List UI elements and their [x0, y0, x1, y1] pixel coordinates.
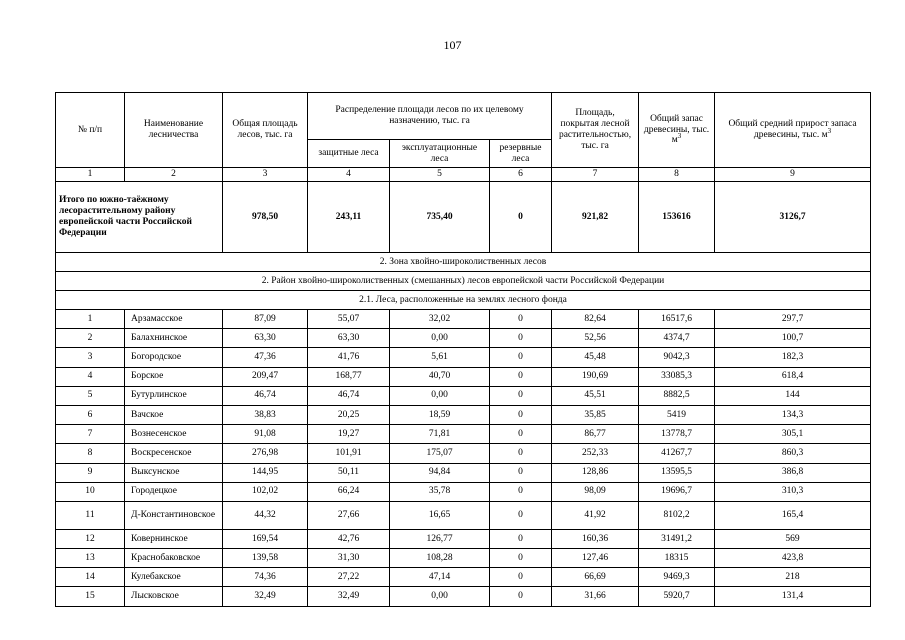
- row-value: 144: [715, 386, 871, 405]
- section-zone: 2. Зона хвойно-широколиственных лесов: [56, 253, 871, 272]
- forestry-name: Лысковское: [125, 587, 223, 606]
- header-reserve: резервные леса: [490, 140, 552, 168]
- row-value: 139,58: [223, 549, 308, 568]
- header-covered-area: Площадь, покрытая лесной растительностью, тыс. га: [552, 93, 639, 168]
- row-value: 32,49: [308, 587, 390, 606]
- row-value: 8882,5: [639, 386, 715, 405]
- row-value: 13595,5: [639, 463, 715, 482]
- row-value: 131,4: [715, 587, 871, 606]
- forestry-name: Воскресенское: [125, 444, 223, 463]
- row-value: 82,64: [552, 310, 639, 329]
- header-forestry-name: Наименование лесничества: [125, 93, 223, 168]
- page-number: 107: [443, 38, 462, 52]
- row-value: 218: [715, 568, 871, 587]
- row-value: 160,36: [552, 529, 639, 548]
- row-number: 7: [56, 425, 125, 444]
- row-value: 0: [490, 587, 552, 606]
- row-value: 4374,7: [639, 329, 715, 348]
- row-value: 91,08: [223, 425, 308, 444]
- row-value: 87,09: [223, 310, 308, 329]
- row-value: 0: [490, 367, 552, 386]
- row-value: 5419: [639, 405, 715, 424]
- section-row: [56, 272, 871, 291]
- row-value: 35,85: [552, 405, 639, 424]
- table-row: [56, 329, 871, 348]
- table-row: [56, 568, 871, 587]
- row-value: 423,8: [715, 549, 871, 568]
- row-value: 46,74: [308, 386, 390, 405]
- row-value: 18,59: [390, 405, 490, 424]
- total-value: 0: [490, 182, 552, 253]
- row-value: 40,70: [390, 367, 490, 386]
- forestry-name: Борское: [125, 367, 223, 386]
- row-value: 38,83: [223, 405, 308, 424]
- row-value: 55,07: [308, 310, 390, 329]
- row-number: 5: [56, 386, 125, 405]
- row-value: 0: [490, 501, 552, 529]
- row-value: 9042,3: [639, 348, 715, 367]
- total-value: 921,82: [552, 182, 639, 253]
- row-number: 3: [56, 348, 125, 367]
- row-value: 0: [490, 386, 552, 405]
- forestry-name: Краснобаковское: [125, 549, 223, 568]
- forestry-name: Вачское: [125, 405, 223, 424]
- row-value: 0: [490, 568, 552, 587]
- row-value: 297,7: [715, 310, 871, 329]
- row-value: 0,00: [390, 329, 490, 348]
- row-number: 11: [56, 501, 125, 529]
- header-average-growth: Общий средний прирост запаса древесины, тыс. $м^3$: [715, 93, 871, 168]
- row-value: 569: [715, 529, 871, 548]
- row-value: 0: [490, 348, 552, 367]
- row-value: 0: [490, 529, 552, 548]
- row-value: 45,48: [552, 348, 639, 367]
- row-value: 19696,7: [639, 482, 715, 501]
- total-value: 243,11: [308, 182, 390, 253]
- row-value: 126,77: [390, 529, 490, 548]
- row-value: 86,77: [552, 425, 639, 444]
- header-number: № п/п: [56, 93, 125, 168]
- row-value: 0: [490, 310, 552, 329]
- row-value: 0: [490, 425, 552, 444]
- forest-table: [55, 92, 871, 607]
- row-value: 32,49: [223, 587, 308, 606]
- row-value: 46,74: [223, 386, 308, 405]
- column-number-row: [56, 168, 871, 182]
- header-exploitable: эксплуатационные леса: [390, 140, 490, 168]
- section-subsection: 2.1. Леса, расположенные на землях лесного фонда: [56, 291, 871, 310]
- column-number: 6: [490, 168, 552, 182]
- row-value: 63,30: [308, 329, 390, 348]
- total-value: 735,40: [390, 182, 490, 253]
- table-row: [56, 463, 871, 482]
- row-number: 14: [56, 568, 125, 587]
- row-value: 74,36: [223, 568, 308, 587]
- section-region: 2. Район хвойно-широколиственных (смешанных) лесов европейской части Российской Федерации: [56, 272, 871, 291]
- row-number: 10: [56, 482, 125, 501]
- table-row: [56, 425, 871, 444]
- header-total-area: Общая площадь лесов, тыс. га: [223, 93, 308, 168]
- row-value: 47,14: [390, 568, 490, 587]
- row-value: 0: [490, 405, 552, 424]
- row-value: 0: [490, 444, 552, 463]
- row-value: 134,3: [715, 405, 871, 424]
- row-value: 45,51: [552, 386, 639, 405]
- total-label: Итого по южно-таёжному лесорастительному району европейской части Российской Федерации: [56, 182, 223, 253]
- header-distribution: Распределение площади лесов по их целевому назначению, тыс. га: [308, 93, 552, 140]
- table-row: [56, 386, 871, 405]
- section-row: [56, 291, 871, 310]
- total-value: 153616: [639, 182, 715, 253]
- row-value: 144,95: [223, 463, 308, 482]
- row-value: 860,3: [715, 444, 871, 463]
- column-number: 4: [308, 168, 390, 182]
- row-value: 16,65: [390, 501, 490, 529]
- row-value: 94,84: [390, 463, 490, 482]
- row-value: 63,30: [223, 329, 308, 348]
- row-value: 27,66: [308, 501, 390, 529]
- row-value: 618,4: [715, 367, 871, 386]
- row-number: 4: [56, 367, 125, 386]
- column-number: 5: [390, 168, 490, 182]
- row-value: 16517,6: [639, 310, 715, 329]
- row-value: 50,11: [308, 463, 390, 482]
- row-value: 19,27: [308, 425, 390, 444]
- forestry-name: Городецкое: [125, 482, 223, 501]
- row-value: 165,4: [715, 501, 871, 529]
- row-value: 0: [490, 463, 552, 482]
- table-row: [56, 529, 871, 548]
- row-value: 9469,3: [639, 568, 715, 587]
- forestry-name: Выксунское: [125, 463, 223, 482]
- row-value: 168,77: [308, 367, 390, 386]
- row-value: 66,24: [308, 482, 390, 501]
- row-value: 42,76: [308, 529, 390, 548]
- row-value: 190,69: [552, 367, 639, 386]
- row-value: 44,32: [223, 501, 308, 529]
- forestry-name: Д-Константиновское: [125, 501, 223, 529]
- row-number: 15: [56, 587, 125, 606]
- table-row: [56, 444, 871, 463]
- row-value: 101,91: [308, 444, 390, 463]
- column-number: 3: [223, 168, 308, 182]
- row-value: 47,36: [223, 348, 308, 367]
- row-value: 5,61: [390, 348, 490, 367]
- column-number: 1: [56, 168, 125, 182]
- row-value: 31,66: [552, 587, 639, 606]
- row-value: 0,00: [390, 587, 490, 606]
- row-value: 175,07: [390, 444, 490, 463]
- row-value: 100,7: [715, 329, 871, 348]
- table-row: [56, 501, 871, 529]
- row-value: 32,02: [390, 310, 490, 329]
- row-value: 31491,2: [639, 529, 715, 548]
- row-value: 33085,3: [639, 367, 715, 386]
- row-value: 169,54: [223, 529, 308, 548]
- forestry-name: Балахнинское: [125, 329, 223, 348]
- row-value: 127,46: [552, 549, 639, 568]
- row-value: 5920,7: [639, 587, 715, 606]
- row-value: 98,09: [552, 482, 639, 501]
- row-number: 6: [56, 405, 125, 424]
- header-protective: защитные леса: [308, 140, 390, 168]
- row-value: 71,81: [390, 425, 490, 444]
- table-row: [56, 348, 871, 367]
- row-value: 8102,2: [639, 501, 715, 529]
- total-row: [56, 182, 871, 253]
- row-value: 18315: [639, 549, 715, 568]
- row-value: 27,22: [308, 568, 390, 587]
- row-value: 35,78: [390, 482, 490, 501]
- forestry-name: Ковернинское: [125, 529, 223, 548]
- row-value: 0,00: [390, 386, 490, 405]
- section-row: [56, 253, 871, 272]
- table-row: [56, 310, 871, 329]
- forestry-name: Бутурлинское: [125, 386, 223, 405]
- row-value: 102,02: [223, 482, 308, 501]
- row-value: 0: [490, 482, 552, 501]
- forestry-name: Арзамасское: [125, 310, 223, 329]
- row-value: 276,98: [223, 444, 308, 463]
- row-value: 386,8: [715, 463, 871, 482]
- row-value: 52,56: [552, 329, 639, 348]
- row-number: 2: [56, 329, 125, 348]
- row-value: 31,30: [308, 549, 390, 568]
- row-value: 0: [490, 329, 552, 348]
- total-value: 978,50: [223, 182, 308, 253]
- row-value: 209,47: [223, 367, 308, 386]
- total-value: 3126,7: [715, 182, 871, 253]
- row-value: 41,76: [308, 348, 390, 367]
- row-value: 0: [490, 549, 552, 568]
- row-value: 41267,7: [639, 444, 715, 463]
- row-value: 305,1: [715, 425, 871, 444]
- table-row: [56, 367, 871, 386]
- column-number: 7: [552, 168, 639, 182]
- column-number: 2: [125, 168, 223, 182]
- row-number: 8: [56, 444, 125, 463]
- forestry-name: Богородское: [125, 348, 223, 367]
- row-number: 13: [56, 549, 125, 568]
- row-value: 41,92: [552, 501, 639, 529]
- column-number: 9: [715, 168, 871, 182]
- row-value: 108,28: [390, 549, 490, 568]
- row-value: 13778,7: [639, 425, 715, 444]
- row-number: 12: [56, 529, 125, 548]
- table-row: [56, 549, 871, 568]
- forestry-name: Кулебакское: [125, 568, 223, 587]
- forestry-name: Вознесенское: [125, 425, 223, 444]
- row-value: 20,25: [308, 405, 390, 424]
- row-value: 182,3: [715, 348, 871, 367]
- column-number: 8: [639, 168, 715, 182]
- table-row: [56, 405, 871, 424]
- row-value: 66,69: [552, 568, 639, 587]
- row-value: 128,86: [552, 463, 639, 482]
- table-row: [56, 587, 871, 606]
- row-number: 9: [56, 463, 125, 482]
- table-row: [56, 482, 871, 501]
- row-number: 1: [56, 310, 125, 329]
- row-value: 310,3: [715, 482, 871, 501]
- row-value: 252,33: [552, 444, 639, 463]
- header-wood-stock: Общий запас древесины, тыс. $м^3$: [639, 93, 715, 168]
